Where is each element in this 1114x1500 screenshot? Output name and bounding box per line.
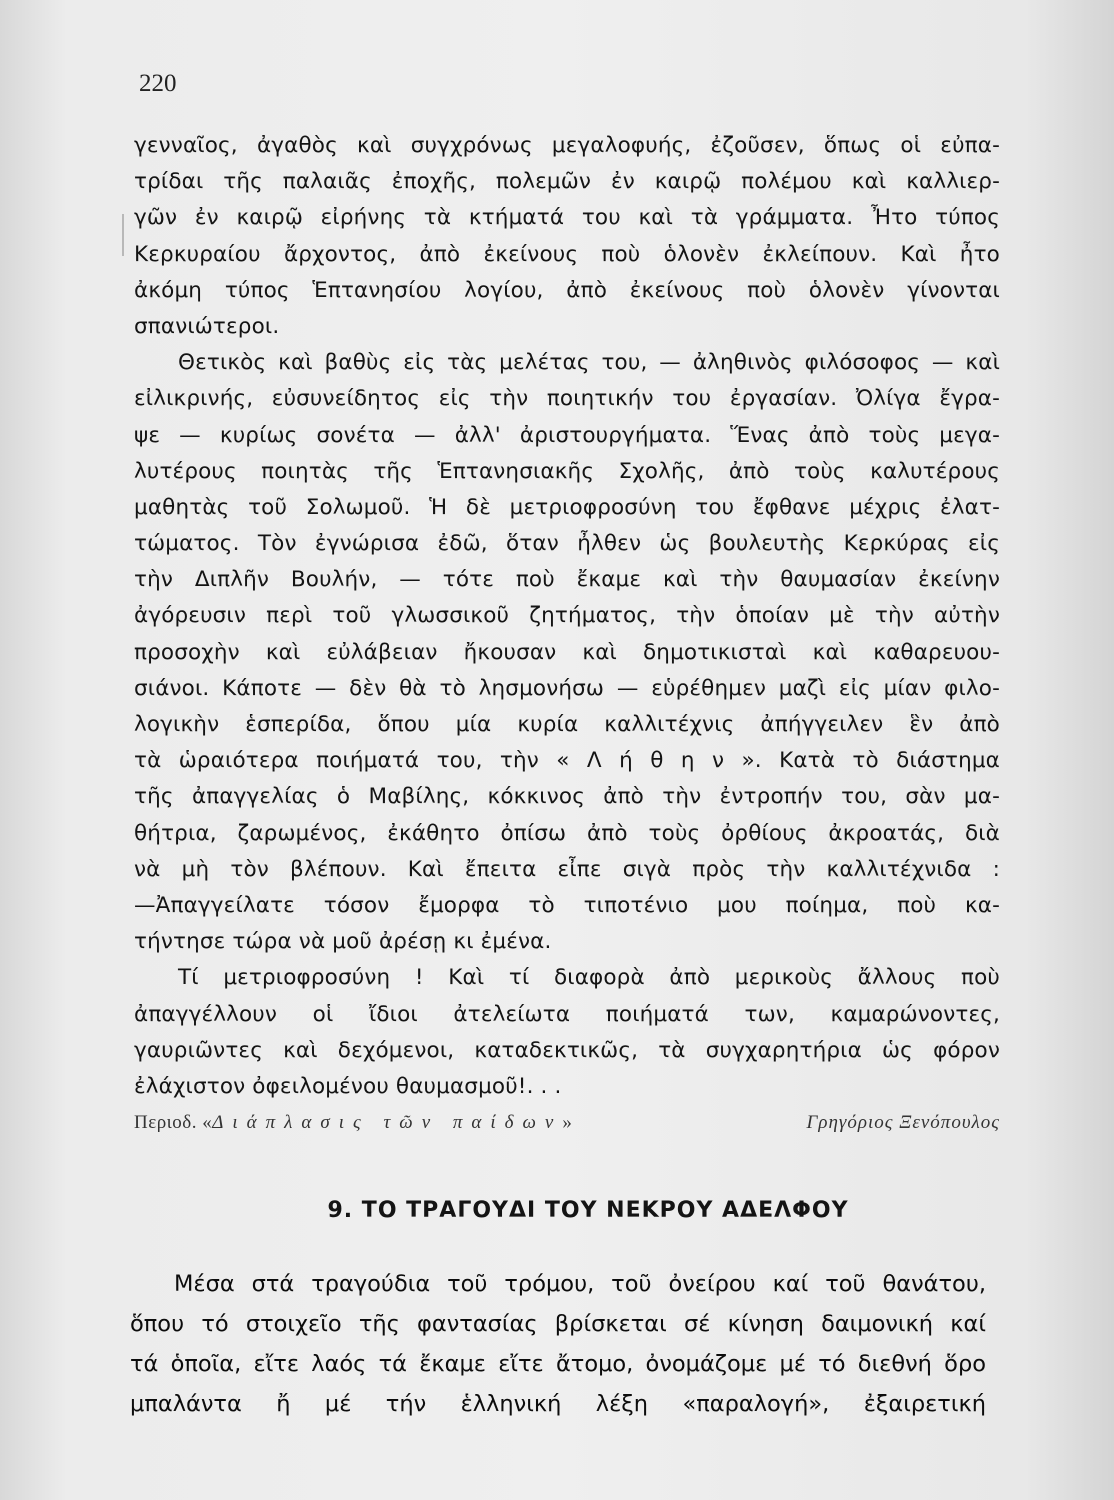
- section-line: Μέσα στά τραγούδια τοῦ τρόμου, τοῦ ὀνείρου καί τοῦ θανάτου,: [174, 1271, 986, 1297]
- passage-line: ἀγόρευσιν περὶ τοῦ γλωσσικοῦ ζητήματος, τὴν ὁποίαν μὲ τὴν αὐτὴν: [134, 603, 1000, 629]
- passage-line: προσοχὴν καὶ εὐλάβειαν ἤκουσαν καὶ δημοτικισταὶ καὶ καθαρευου-: [134, 639, 1000, 665]
- section-line: ὅπου τό στοιχεῖο τῆς φαντασίας βρίσκεται σέ κίνηση δαιμονική καί: [130, 1311, 986, 1337]
- passage-line: λογικὴν ἑσπερίδα, ὅπου μία κυρία καλλιτέχνις ἀπήγγειλεν ἓν ἀπὸ: [134, 712, 1000, 737]
- passage-line: Θετικὸς καὶ βαθὺς εἰς τὰς μελέτας του, — ἀληθινὸς φιλόσοφος — καὶ: [178, 350, 1000, 376]
- passage-line: λυτέρους ποιητὰς τῆς Ἑπτανησιακῆς Σχολῆς, ἀπὸ τοὺς καλυτέρους: [134, 458, 1000, 484]
- section-text: [130, 1264, 986, 1424]
- source-prefix: Περιοδ. «: [134, 1112, 213, 1133]
- passage-line: ἀκόμη τύπος Ἑπτανησίου λογίου, ἀπὸ ἐκείνους ποὺ ὁλονὲν γίνονται: [134, 277, 1000, 303]
- section-line: μπαλάντα ἤ μέ τήν ἑλληνική λέξη «παραλογή», ἐξαιρετική: [130, 1391, 986, 1417]
- passage-line: ἐλάχιστον ὀφειλομένου θαυμασμοῦ!. . .: [134, 1073, 562, 1099]
- passage-line: —Ἀπαγγείλατε τόσον ἔμορφα τὸ τιποτένιο μου ποίημα, ποὺ κα-: [134, 892, 1000, 918]
- passage-line: Κερκυραίου ἄρχοντος, ἀπὸ ἐκείνους ποὺ ὁλονὲν ἐκλείπουν. Καὶ ἦτο: [134, 241, 1000, 267]
- author-name: Γρηγόριος Ξενόπουλος: [806, 1112, 1000, 1133]
- passage-line: τώματος. Τὸν ἐγνώρισα ἐδῶ, ὅταν ἦλθεν ὡς βουλευτὴς Κερκύρας εἰς: [134, 531, 1000, 557]
- passage-line: τὰ ὡραιότερα ποιήματά του, τὴν « Λ ή θ η ν ». Κατὰ τὸ διάστημα: [134, 748, 1000, 774]
- passage-line: σιάνοι. Κάποτε — δὲν θὰ τὸ λησμονήσω — εὑρέθημεν μαζὶ εἰς μίαν φιλο-: [134, 675, 1000, 701]
- source-suffix: »: [562, 1112, 573, 1133]
- signature-row: [134, 1112, 1000, 1142]
- passage-line: μαθητὰς τοῦ Σολωμοῦ. Ἡ δὲ μετριοφροσύνη του ἔφθανε μέχρις ἐλατ-: [134, 494, 1000, 520]
- source-citation: [134, 1112, 572, 1134]
- source-title: Διάπλασις τῶν παίδων: [212, 1112, 563, 1133]
- passage-line: θήτρια, ζαρωμένος, ἐκάθητο ὀπίσω ἀπὸ τοὺς ὀρθίους ἀκροατάς, διὰ: [134, 820, 1000, 846]
- passage-line: σπανιώτεροι.: [134, 313, 280, 339]
- passage-line: τὴν Διπλῆν Βουλήν, — τότε ποὺ ἔκαμε καὶ τὴν θαυμασίαν ἐκείνην: [134, 567, 1000, 593]
- passage-text: [134, 128, 1000, 1105]
- section-line: τά ὁποῖα, εἴτε λαός τά ἔκαμε εἴτε ἄτομο, ὀνομάζομε μέ τό διεθνή ὅρο: [130, 1351, 986, 1377]
- passage-line: τήντησε τώρα νὰ μοῦ ἀρέσῃ κι ἐμένα.: [134, 929, 552, 955]
- passage-line: ἀπαγγέλλουν οἱ ἴδιοι ἀτελείωτα ποιήματά των, καμαρώνοντες,: [134, 1001, 1000, 1027]
- passage-line: τῆς ἀπαγγελίας ὁ Μαβίλης, κόκκινος ἀπὸ τὴν ἐντροπήν του, σὰν μα-: [134, 784, 1000, 810]
- page-number: 220: [139, 70, 177, 97]
- passage-line: εἰλικρινής, εὐσυνείδητος εἰς τὴν ποιητικήν του ἐργασίαν. Ὀλίγα ἔγρα-: [134, 386, 1000, 412]
- passage-line: γενναῖος, ἀγαθὸς καὶ συγχρόνως μεγαλοφυής, ἐζοῦσεν, ὅπως οἱ εὐπα-: [134, 133, 1000, 158]
- margin-mark: [122, 214, 124, 256]
- passage-line: Τί μετριοφροσύνη ! Καὶ τί διαφορὰ ἀπὸ μερικοὺς ἄλλους ποὺ: [178, 965, 1000, 991]
- section-heading: 9. ΤΟ ΤΡΑΓΟΥΔΙ ΤΟΥ ΝΕΚΡΟΥ ΑΔΕΛΦΟΥ: [327, 1198, 849, 1223]
- passage-line: γαυριῶντες καὶ δεχόμενοι, καταδεκτικῶς, τὰ συγχαρητήρια ὡς φόρον: [134, 1037, 1000, 1063]
- passage-line: νὰ μὴ τὸν βλέπουν. Καὶ ἔπειτα εἶπε σιγὰ πρὸς τὴν καλλιτέχνιδα :: [134, 856, 1000, 882]
- passage-line: τρίδαι τῆς παλαιᾶς ἐποχῆς, πολεμῶν ἐν καιρῷ πολέμου καὶ καλλιερ-: [134, 169, 1000, 195]
- passage-line: γῶν ἐν καιρῷ εἰρήνης τὰ κτήματά του καὶ τὰ γράμματα. Ἦτο τύπος: [134, 205, 1000, 231]
- passage-line: ψε — κυρίως σονέτα — ἀλλ' ἀριστουργήματα. Ἕνας ἀπὸ τοὺς μεγα-: [134, 422, 1000, 448]
